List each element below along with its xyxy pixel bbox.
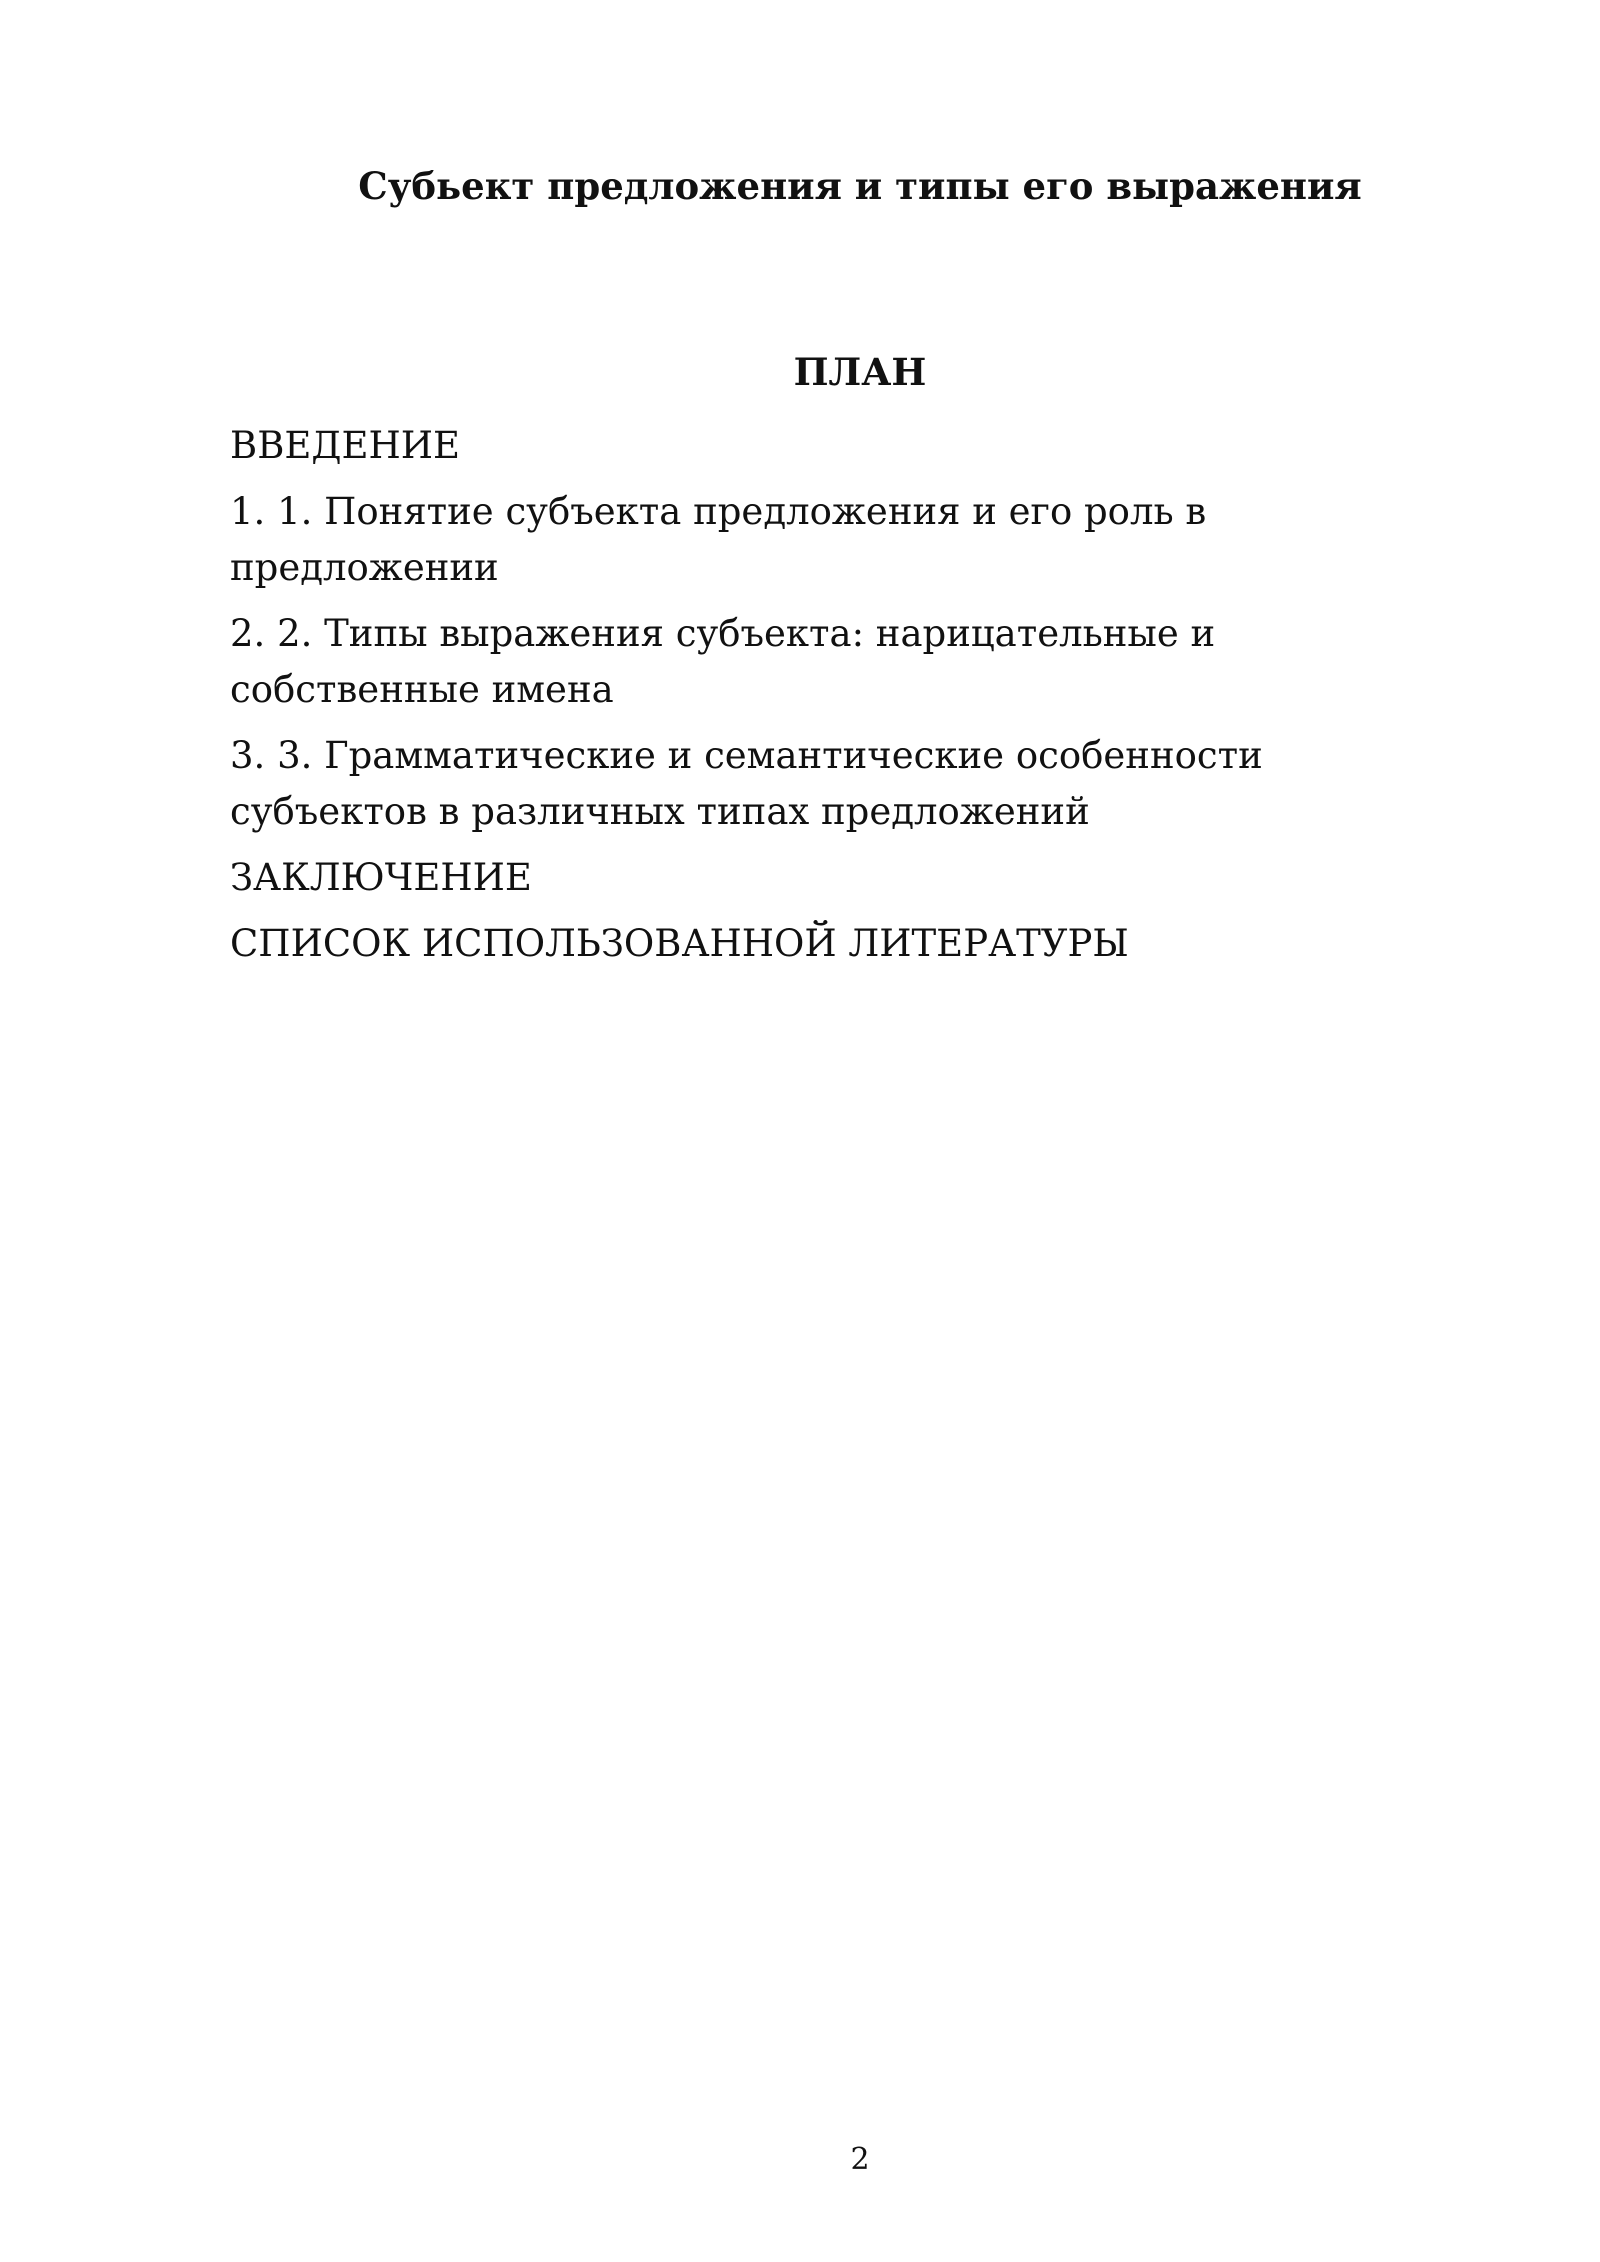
plan-heading: ПЛАН [793,350,927,394]
plan-item-section-1: 1. 1. Понятие субъекта предложения и его роль в предложении [230,490,1207,589]
plan-item-introduction: ВВЕДЕНИЕ [230,424,461,467]
plan-list [230,418,1330,982]
plan-item-section-2: 2. 2. Типы выражения субъекта: нарицательные и собственные имена [230,612,1216,711]
page-number: 2 [850,2142,870,2177]
document-title: Субьект предложения и типы его выражения [358,164,1362,208]
plan-item-section-3: 3. 3. Грамматические и семантические особенности субъектов в различных типах предложений [230,734,1263,833]
plan-item-bibliography: СПИСОК ИСПОЛЬЗОВАННОЙ ЛИТЕРАТУРЫ [230,922,1129,965]
plan-item-conclusion: ЗАКЛЮЧЕНИЕ [230,856,532,899]
